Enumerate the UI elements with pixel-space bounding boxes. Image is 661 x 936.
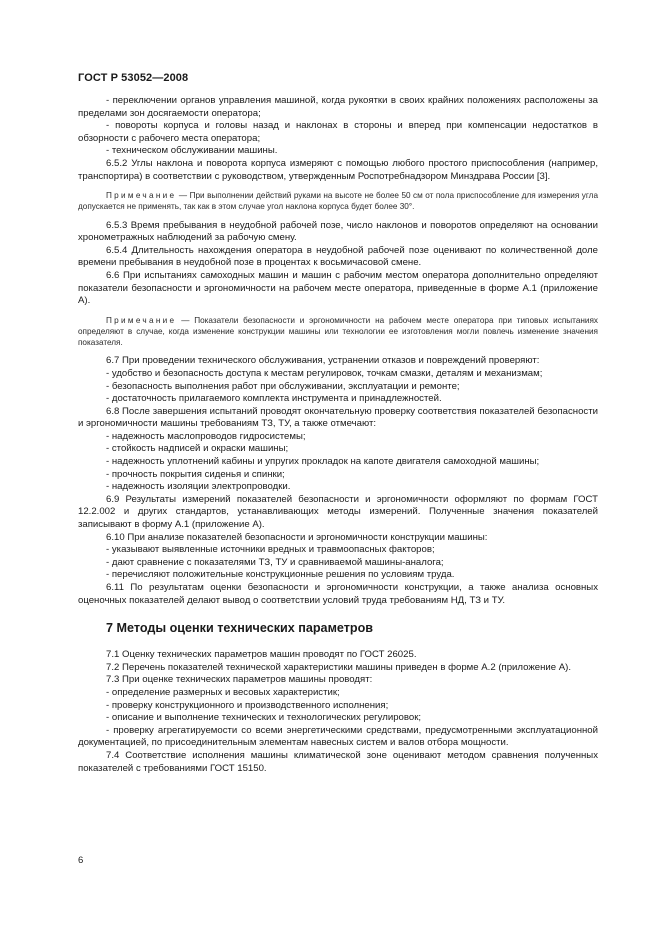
clause-7-1: 7.1 Оценку технических параметров машин проводят по ГОСТ 26025. bbox=[106, 649, 417, 661]
paragraph-group-d bbox=[78, 649, 598, 775]
clause-6-6: 6.6 При испытаниях самоходных машин и машин с рабочим местом оператора дополнительно определяют показатели безопасности и эргономичности на рабочем месте оператора, приведенные в форме А.1 (приложение А). bbox=[78, 269, 598, 307]
list-item: - указывают выявленные источники вредных и травмоопасных факторов; bbox=[106, 544, 435, 556]
list-item: - удобство и безопасность доступа к местам регулировок, точкам смазки, деталям и механизмам; bbox=[106, 367, 543, 379]
clause-6-9: 6.9 Результаты измерений показателей безопасности и эргономичности оформляют по формам ГОСТ 12.2.002 и других стандартов, устанавливающих методы измерений. Полученные значения показателей записывают в форму А.1 (приложение А). bbox=[78, 493, 598, 531]
list-item: - стойкость надписей и окраски машины; bbox=[106, 443, 289, 455]
list-item: - проверку агрегатируемости со всеми энергетическими средствами, предусмотренными эксплуатационной документацией, по присоединительным элементам навесных систем и валов отбора мощности. bbox=[78, 724, 598, 749]
list-item: - надежность изоляции электропроводки. bbox=[106, 481, 291, 493]
clause-6-5-3: 6.5.3 Время пребывания в неудобной рабочей позе, число наклонов и поворотов определяют на основании хронометражных наблюдений за рабочую смену. bbox=[78, 219, 598, 244]
list-item: - надежность уплотнений кабины и упругих прокладок на капоте двигателя самоходной машины; bbox=[106, 456, 540, 468]
clause-6-7: 6.7 При проведении технического обслуживания, устранении отказов и повреждений проверяют: bbox=[106, 355, 540, 367]
page-number: 6 bbox=[78, 855, 84, 866]
list-item: - определение размерных и весовых характеристик; bbox=[106, 686, 340, 698]
list-item: - переключении органов управления машиной, когда рукоятки в своих крайних положениях расположены за пределами зон досягаемости оператора; bbox=[78, 95, 598, 119]
note-label: Примечание bbox=[106, 315, 177, 325]
clause-7-2: 7.2 Перечень показателей технической характеристики машины приведен в форме А.2 (приложение А). bbox=[106, 661, 572, 673]
page-header-standard-number: ГОСТ Р 53052—2008 bbox=[78, 72, 189, 84]
list-item: - проверку конструкционного и производственного исполнения; bbox=[106, 699, 389, 711]
clause-6-11: 6.11 По результатам оценки безопасности и эргономичности конструкции, а также анализа основных оценочных показателей делают вывод о соответствии условий труда требованиям НД, ТЗ и ТУ. bbox=[78, 582, 598, 606]
clause-6-5-2: 6.5.2 Углы наклона и поворота корпуса измеряют с помощью любого простого приспособления (например, транспортира) в соответствии с руководством, утвержденным Роспотребнадзором Минздрава России [3]. bbox=[78, 157, 598, 182]
clause-6-5-4: 6.5.4 Длительность нахождения оператора в неудобной рабочей позе оценивают по количественной доле времени пребывания в неудобной позе в процентах к восьмичасовой смене. bbox=[78, 244, 598, 269]
document-body bbox=[78, 95, 598, 775]
clause-6-10: 6.10 При анализе показателей безопасности и эргономичности конструкции машины: bbox=[106, 531, 488, 543]
list-item: - прочность покрытия сиденья и спинки; bbox=[106, 468, 285, 480]
note-2 bbox=[78, 315, 598, 349]
list-item: - безопасность выполнения работ при обслуживании, эксплуатации и ремонте; bbox=[106, 380, 460, 392]
list-item: - дают сравнение с показателями ТЗ, ТУ и сравниваемой машины-аналога; bbox=[106, 556, 444, 568]
clause-7-3: 7.3 При оценке технических параметров машины проводят: bbox=[106, 674, 373, 686]
note-1 bbox=[78, 190, 598, 212]
paragraph-group-b bbox=[78, 220, 598, 308]
list-item: - перечисляют положительные конструкционные решения по условиям труда. bbox=[106, 569, 455, 581]
note-label: Примечание bbox=[106, 191, 177, 201]
list-item: - описание и выполнение технических и технологических регулировок; bbox=[106, 712, 422, 724]
list-item: - повороты корпуса и головы назад и наклонах в стороны и вперед при компенсации недостатков в обзорности с рабочего места оператора; bbox=[78, 120, 598, 144]
paragraph-group-a bbox=[78, 95, 598, 183]
clause-6-8: 6.8 После завершения испытаний проводят окончательную проверку соответствия показателей безопасности и эргономичности машины требованиям ТЗ, ТУ, а также отмечают: bbox=[78, 405, 598, 430]
note-text: — Показатели безопасности и эргономичности на рабочем месте оператора при типовых испытаниях определяют в случае, когда изменение конструкции машины или технологии ее изготовления могли повлечь изменение значения показателя. bbox=[78, 315, 598, 348]
paragraph-group-c bbox=[78, 355, 598, 607]
list-item: - достаточность прилагаемого комплекта инструмента и принадлежностей. bbox=[106, 393, 442, 405]
clause-7-4: 7.4 Соответствие исполнения машины климатической зоне оценивают методом сравнения полученных показателей с требованиями ГОСТ 15150. bbox=[78, 749, 598, 774]
section-7-heading: 7 Методы оценки технических параметров bbox=[106, 621, 374, 636]
list-item: - техническом обслуживании машины. bbox=[106, 145, 278, 157]
note-text: — При выполнении действий руками на высоте не более 50 см от пола приспособление для измерения угла допускается не применять, так как в этом случае угол наклона корпуса будет более 30°. bbox=[78, 191, 599, 212]
list-item: - надежность маслопроводов гидросистемы; bbox=[106, 430, 306, 442]
